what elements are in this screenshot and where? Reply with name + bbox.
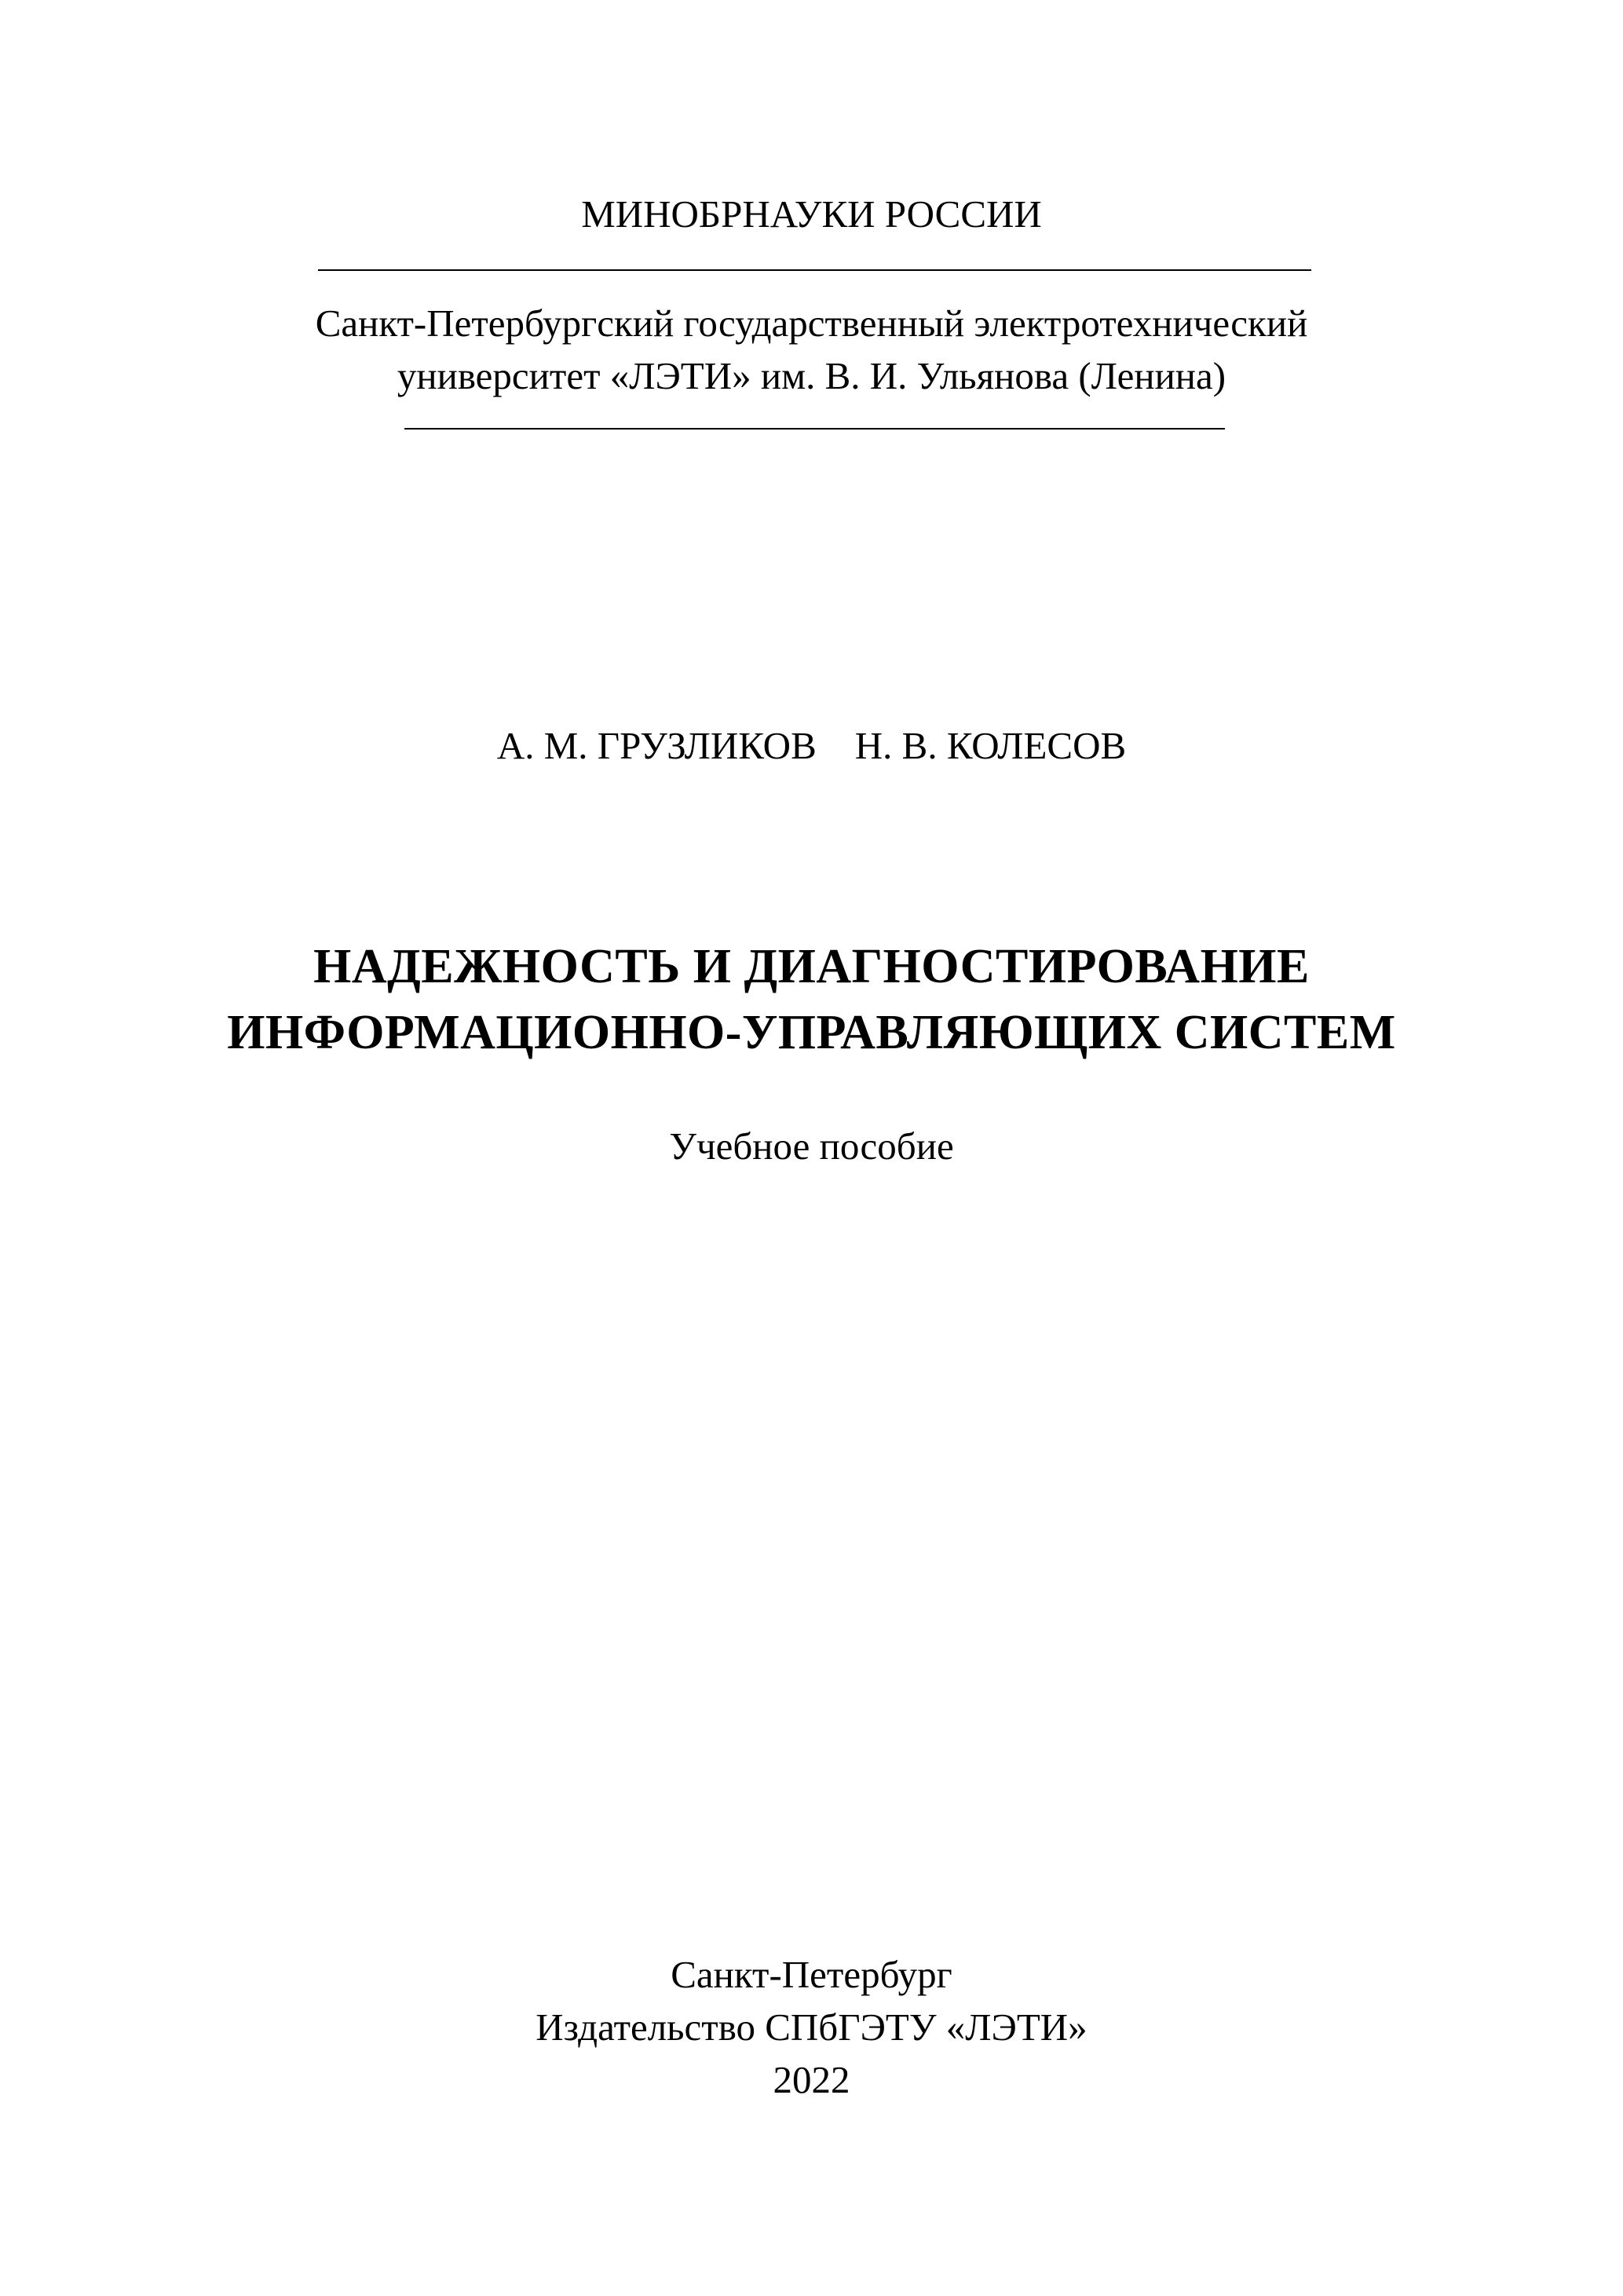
imprint-city: Санкт-Петербург xyxy=(671,1953,952,1996)
book-title-line1: НАДЕЖНОСТЬ И ДИАГНОСТИРОВАНИЕ xyxy=(313,940,1310,993)
imprint-publisher: Издательство СПбГЭТУ «ЛЭТИ» xyxy=(536,2005,1087,2049)
authors: А. М. ГРУЗЛИКОВ Н. В. КОЛЕСОВ xyxy=(496,724,1127,767)
document-type: Учебное пособие xyxy=(669,1124,954,1168)
university-name-line1: Санкт-Петербургский государственный электротехнический xyxy=(315,302,1308,345)
header-rule-top xyxy=(318,269,1311,271)
ministry-name: МИНОБРНАУКИ РОССИИ xyxy=(581,192,1042,236)
header-rule-bottom xyxy=(404,428,1225,430)
imprint-year: 2022 xyxy=(773,2058,850,2101)
university-name-line2: университет «ЛЭТИ» им. В. И. Ульянова (Ленина) xyxy=(397,354,1226,397)
book-title-line2: ИНФОРМАЦИОННО-УПРАВЛЯЮЩИХ СИСТЕМ xyxy=(227,1006,1396,1059)
